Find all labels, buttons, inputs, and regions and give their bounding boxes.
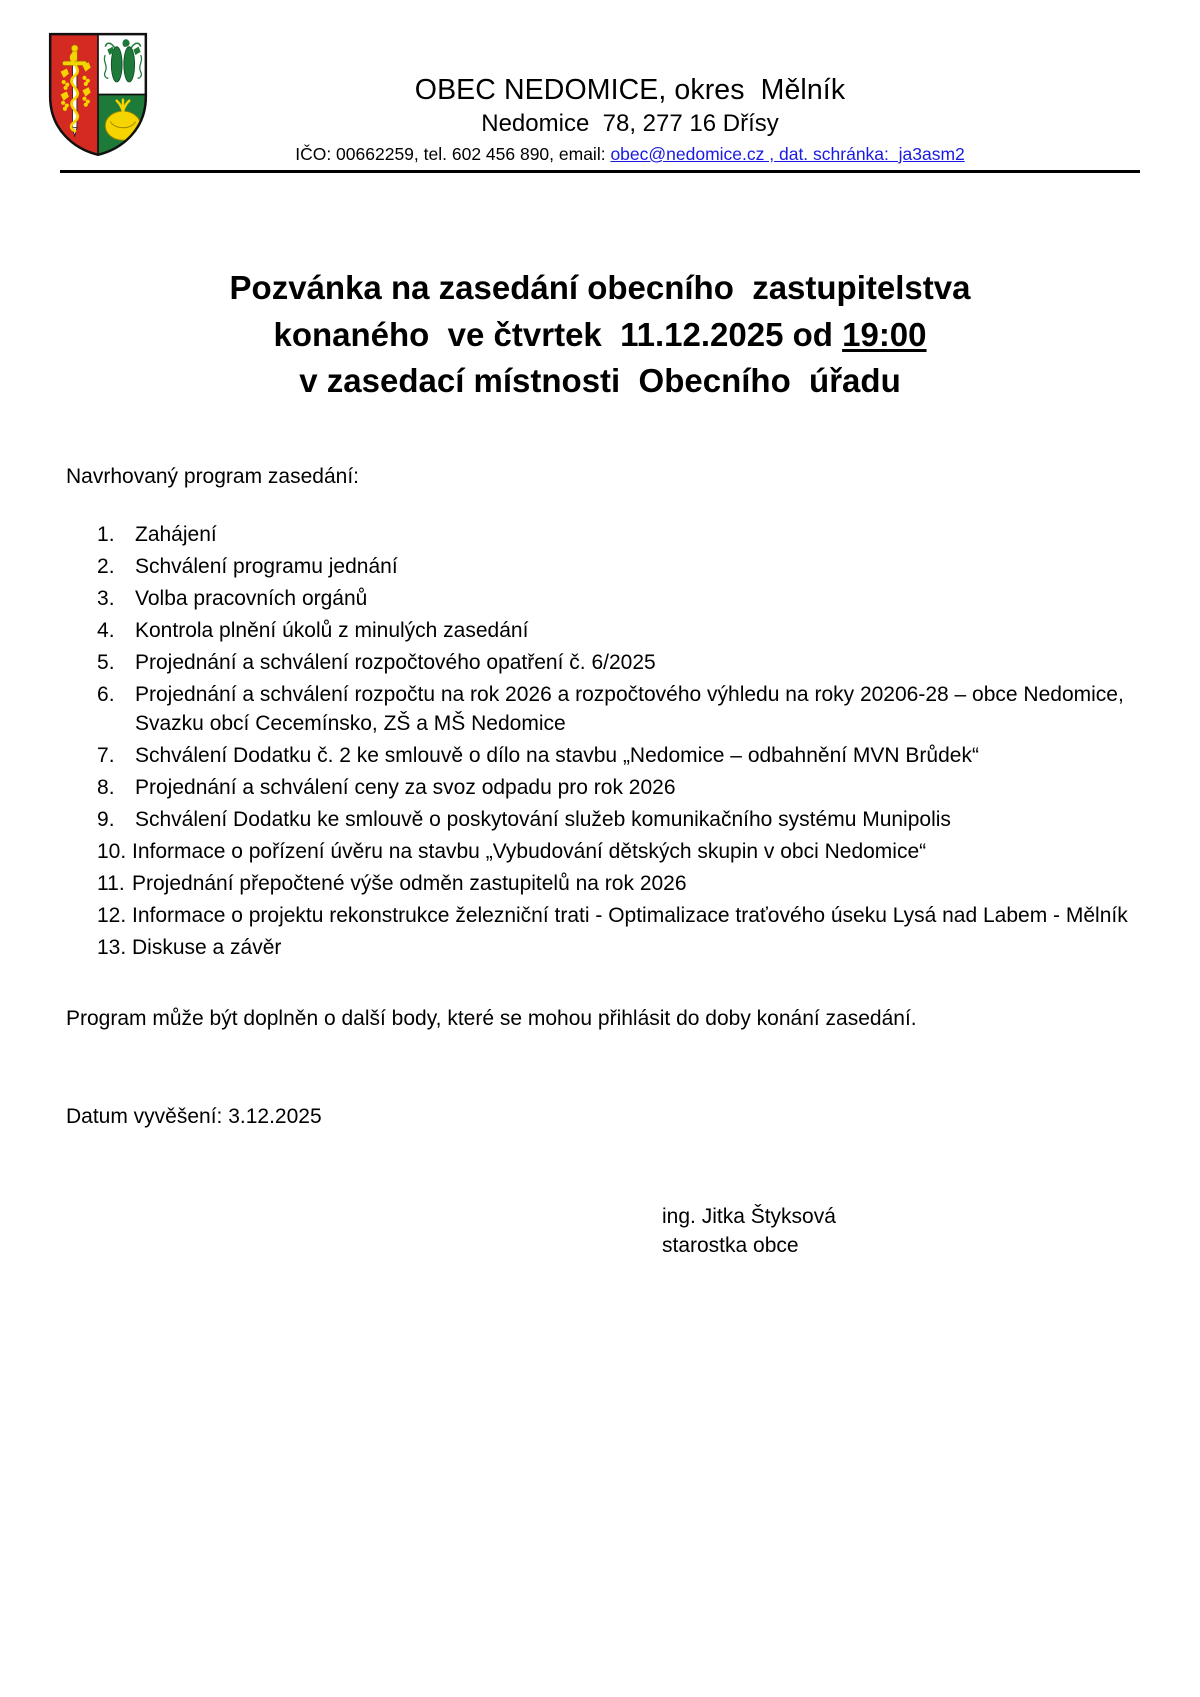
list-item <box>66 870 1138 899</box>
organization-name: OBEC NEDOMICE, okres Mělník <box>414 74 846 106</box>
agenda-item-text: Projednání a schválení rozpočtového opatření č. 6/2025 <box>135 651 656 675</box>
header-divider <box>60 170 1140 173</box>
title-line-1: Pozvánka na zasedání obecního zastupitelstva <box>229 268 971 306</box>
list-item <box>66 553 1138 582</box>
email-databox-link[interactable]: obec@nedomice.cz , dat. schránka: ja3asm2 <box>610 143 965 164</box>
agenda-item-text: Projednání a schválení rozpočtu na rok 2026 a rozpočtového výhledu na roky 20206-28 – obce Nedomice, Svazku obcí Cecemínsko, ZŠ a MŠ Nedomice <box>135 683 1124 736</box>
agenda-item-text: Informace o projektu rekonstrukce železniční trati - Optimalizace traťového úseku Lysá nad Labem - Mělník <box>132 904 1128 928</box>
agenda-list <box>66 521 1138 963</box>
title-line-2 <box>90 312 1110 359</box>
agenda-item-text: Zahájení <box>135 523 217 547</box>
coat-of-arms-icon <box>46 30 150 164</box>
list-item <box>66 806 1138 835</box>
list-item <box>66 934 1138 963</box>
page-title <box>0 265 1200 406</box>
list-item <box>66 902 1138 931</box>
letterhead-text <box>150 26 1140 166</box>
signatory-name: ing. Jitka Štyksová <box>662 1205 836 1229</box>
list-item <box>66 617 1138 646</box>
organization-address: Nedomice 78, 277 16 Dřísy <box>481 110 779 138</box>
signatory-role: starostka obce <box>662 1234 799 1258</box>
document-body <box>0 463 1200 1261</box>
contact-prefix: IČO: 00662259, tel. 602 456 890, email: <box>295 143 611 164</box>
organization-contact <box>150 144 1110 166</box>
closing-note: Program může být doplněn o další body, které se mohou přihlásit do doby konání zasedání. <box>66 1006 917 1030</box>
agenda-item-text: Schválení programu jednání <box>135 555 398 579</box>
letterhead <box>0 0 1200 173</box>
agenda-item-text: Informace o pořízení úvěru na stavbu „Vybudování dětských skupin v obci Nedomice“ <box>132 840 927 864</box>
list-item <box>66 585 1138 614</box>
agenda-item-text: Projednání přepočtené výše odměn zastupitelů na rok 2026 <box>132 872 687 896</box>
agenda-intro: Navrhovaný program zasedání: <box>66 465 359 489</box>
title-line-3: v zasedací místnosti Obecního úřadu <box>299 362 901 400</box>
agenda-item-text: Diskuse a závěr <box>132 936 282 960</box>
list-item <box>66 838 1138 867</box>
agenda-item-text: Projednání a schválení ceny za svoz odpadu pro rok 2026 <box>135 776 676 800</box>
title-date-text: konaného ve čtvrtek 11.12.2025 od <box>273 315 843 353</box>
list-item <box>66 742 1138 771</box>
agenda-item-text: Volba pracovních orgánů <box>135 587 368 611</box>
posting-date: Datum vyvěšení: 3.12.2025 <box>66 1105 322 1129</box>
agenda-item-text: Schválení Dodatku ke smlouvě o poskytování služeb komunikačního systému Munipolis <box>135 808 951 832</box>
list-item <box>66 681 1138 739</box>
signature-block <box>66 1203 1138 1261</box>
agenda-item-text: Kontrola plnění úkolů z minulých zasedání <box>135 619 529 643</box>
meeting-time: 19:00 <box>842 315 927 353</box>
list-item <box>66 649 1138 678</box>
list-item <box>66 521 1138 550</box>
list-item <box>66 774 1138 803</box>
agenda-item-text: Schválení Dodatku č. 2 ke smlouvě o dílo na stavbu „Nedomice – odbahnění MVN Brůdek“ <box>135 744 979 768</box>
